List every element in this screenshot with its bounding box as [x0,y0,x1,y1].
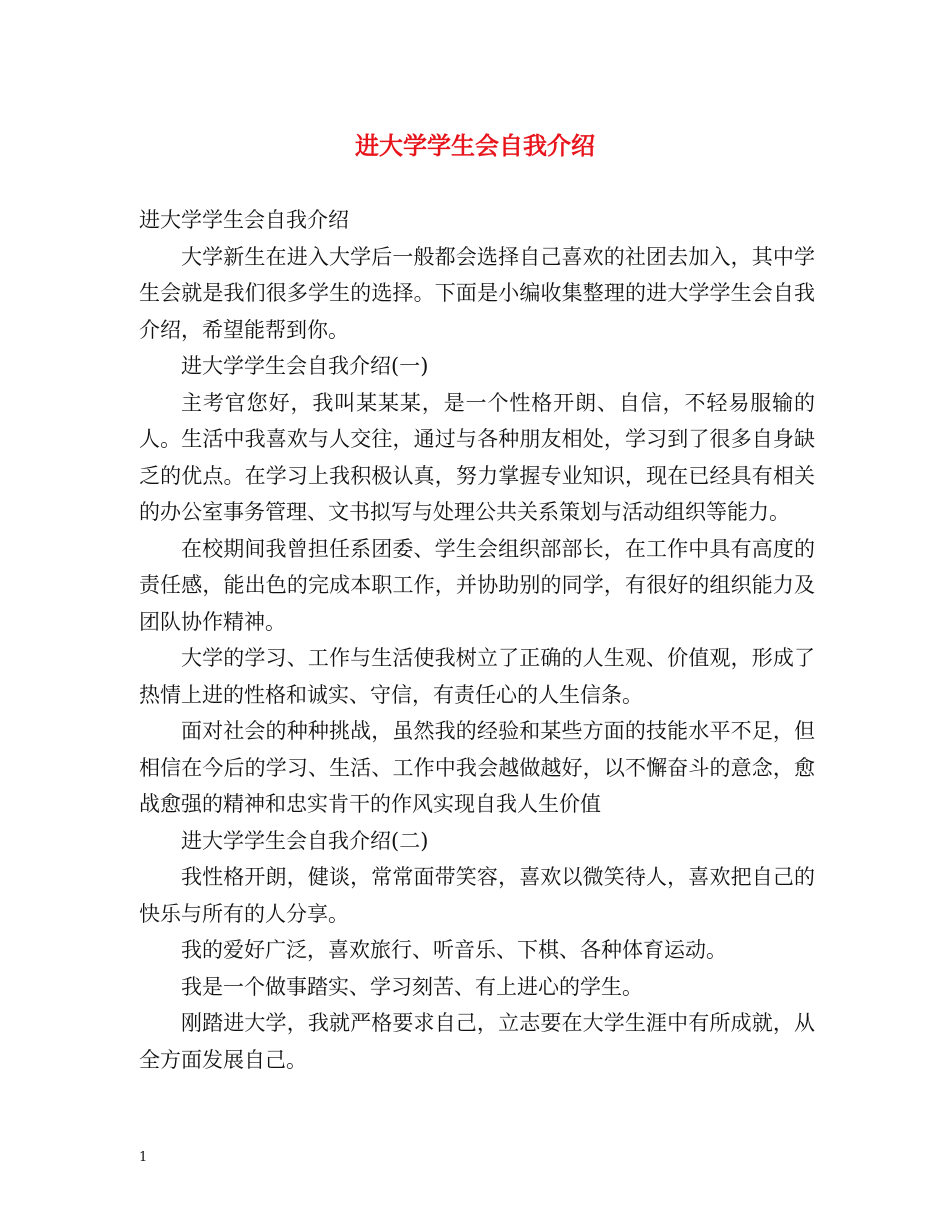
section-heading: 进大学学生会自我介绍(一) [181,354,429,378]
body-paragraph: 大学的学习、工作与生活使我树立了正确的人生观、价值观，形成了热情上进的性格和诚实、守信，有责任心的人生信条。 [139,646,815,707]
section-heading: 进大学学生会自我介绍(二) [181,828,429,853]
body-paragraph: 面对社会的种种挑战，虽然我的经验和某些方面的技能水平不足，但相信在今后的学习、生活、工作中我会越做越好，以不懈奋斗的意念，愈战愈强的精神和忠实肯干的作风实现自我人生价值 [139,719,815,816]
body-paragraph: 在校期间我曾担任系团委、学生会组织部部长，在工作中具有高度的责任感，能出色的完成本职工作，并协助别的同学，有很好的组织能力及团队协作精神。 [139,536,815,634]
body-paragraph: 我性格开朗，健谈，常常面带笑容，喜欢以微笑待人，喜欢把自己的快乐与所有的人分享。 [139,865,815,926]
body-paragraph: 大学新生在进入大学后一般都会选择自己喜欢的社团去加入，其中学生会就是我们很多学生的选择。下面是小编收集整理的进大学学生会自我介绍，希望能帮到你。 [139,244,815,342]
document-title: 进大学学生会自我介绍 [355,131,595,160]
body-paragraph: 进大学学生会自我介绍 [139,208,349,232]
body-paragraph: 主考官您好，我叫某某某，是一个性格开朗、自信，不轻易服输的人。生活中我喜欢与人交往，通过与各种朋友相处，学习到了很多自身缺乏的优点。在学习上我积极认真，努力掌握专业知识，现在已经具有相关的办公室事务管理、文书拟写与处理公共关系策划与活动组织等能力。 [139,390,815,524]
body-paragraph: 我的爱好广泛，喜欢旅行、听音乐、下棋、各种体育运动。 [181,938,727,962]
body-paragraph: 我是一个做事踏实、学习刻苦、有上进心的学生。 [181,974,643,999]
document-body [139,202,815,1078]
body-paragraph: 刚踏进大学，我就严格要求自己，立志要在大学生涯中有所成就，从全方面发展自己。 [139,1011,815,1072]
page-number: 1 [139,1150,148,1165]
